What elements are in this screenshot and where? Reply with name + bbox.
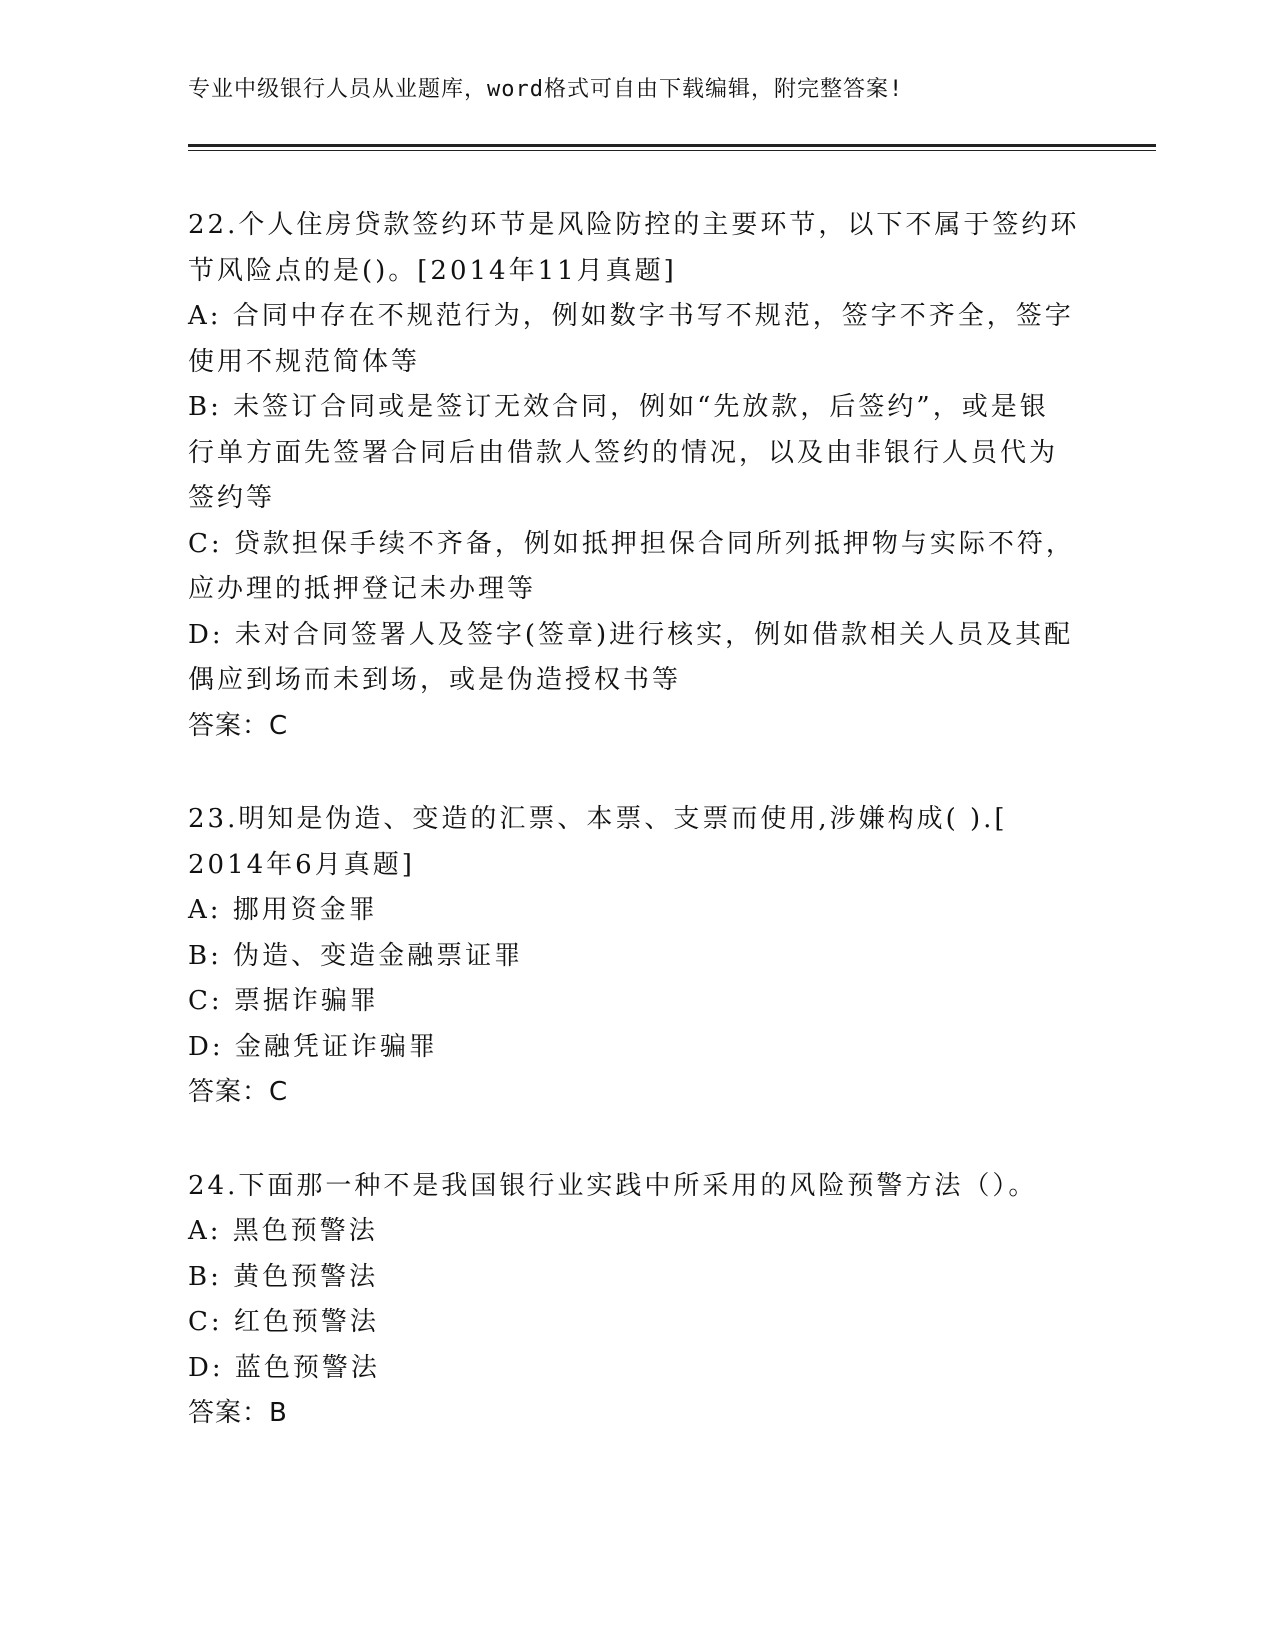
header-rule-thin [188, 150, 1156, 151]
question-stem-line: 节风险点的是()。[2014年11月真题] [188, 255, 677, 286]
option-line: B: 黄色预警法 [188, 1261, 379, 1292]
question-23 [188, 797, 1078, 1116]
option-line: B: 未签订合同或是签订无效合同，例如“先放款，后签约”，或是银 [188, 392, 1049, 422]
answer-label: 答案：B [188, 1398, 288, 1428]
option-line: D: 金融凭证诈骗罪 [188, 1031, 438, 1062]
option-line: 应办理的抵押登记未办理等 [188, 574, 537, 604]
option-line: C: 贷款担保手续不齐备，例如抵押担保合同所列抵押物与实际不符， [188, 528, 1075, 559]
question-stem-line: 24.下面那一种不是我国银行业实践中所采用的风险预警方法（）。 [188, 1170, 1038, 1201]
question-stem-line: 22.个人住房贷款签约环节是风险防控的主要环节，以下不属于签约环 [188, 210, 1080, 240]
header-rule-thick [188, 144, 1156, 147]
page-header: 专业中级银行人员从业题库，word格式可自由下载编辑，附完整答案! [188, 77, 904, 102]
option-line: 使用不规范简体等 [188, 346, 421, 377]
option-line: 偶应到场而未到场，或是伪造授权书等 [188, 665, 682, 695]
question-stem-line: 23.明知是伪造、变造的汇票、本票、支票而使用,涉嫌构成( ).[ [188, 804, 1008, 834]
option-line: 行单方面先签署合同后由借款人签约的情况，以及由非银行人员代为 [188, 437, 1059, 468]
option-line: C: 票据诈骗罪 [188, 986, 379, 1016]
option-line: A: 挪用资金罪 [188, 895, 378, 925]
option-line: A: 黑色预警法 [188, 1216, 378, 1246]
answer-label: 答案：C [188, 710, 289, 741]
option-line: D: 未对合同签署人及签字(签章)进行核实，例如借款相关人员及其配 [188, 619, 1074, 650]
question-list [188, 203, 1078, 1485]
answer-label: 答案：C [188, 1077, 289, 1107]
option-line: D: 蓝色预警法 [188, 1352, 380, 1383]
question-24 [188, 1164, 1078, 1437]
option-line: C: 红色预警法 [188, 1307, 379, 1337]
option-line: A: 合同中存在不规范行为，例如数字书写不规范，签字不齐全，签字 [188, 301, 1074, 331]
option-line: B: 伪造、变造金融票证罪 [188, 940, 524, 971]
question-stem-line: 2014年6月真题] [188, 849, 415, 880]
question-22 [188, 203, 1078, 749]
option-line: 签约等 [188, 483, 276, 513]
